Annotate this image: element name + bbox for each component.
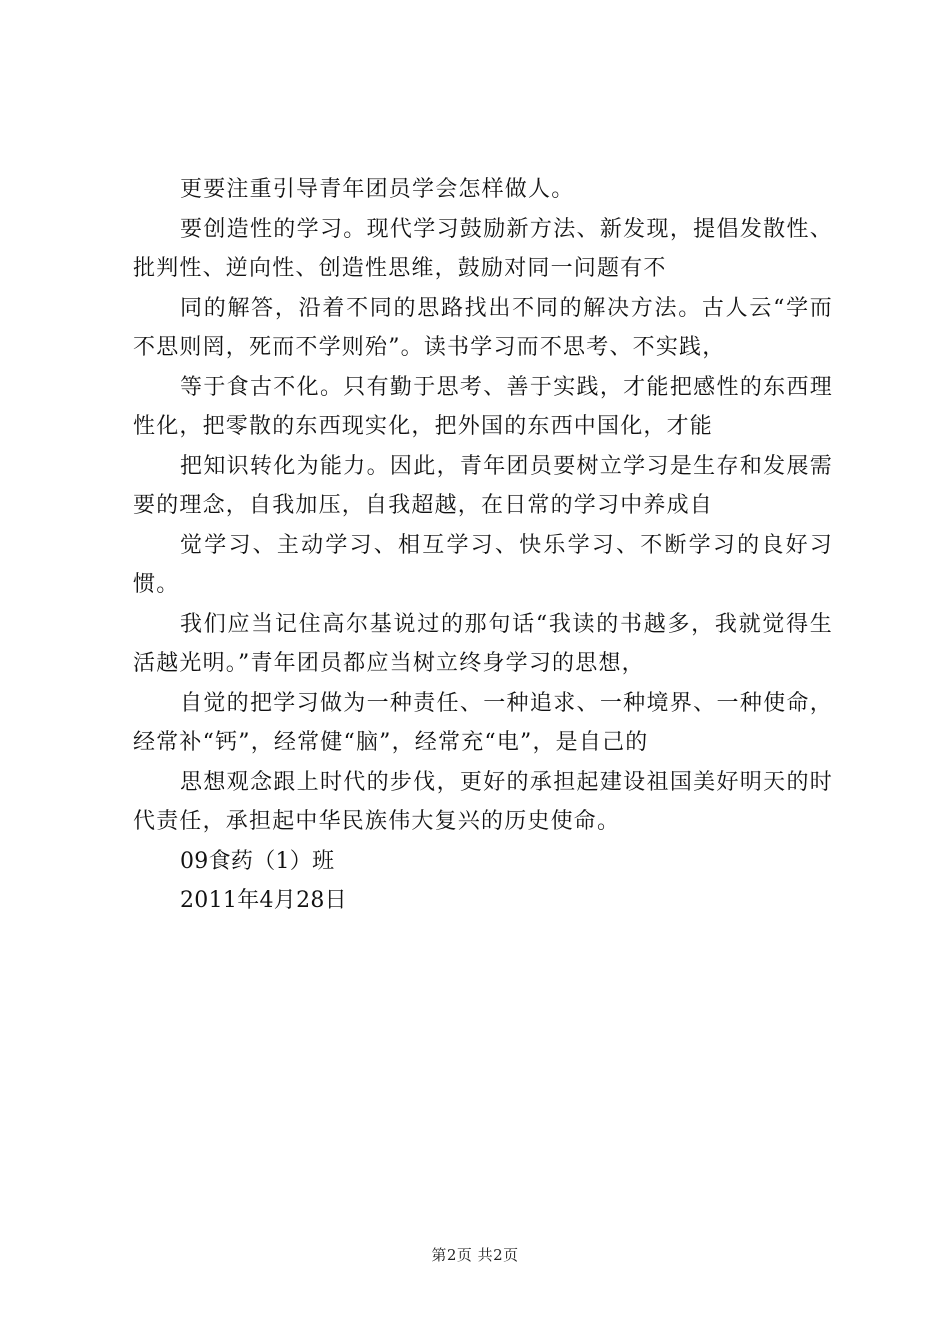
paragraph-3: 同的解答，沿着不同的思路找出不同的解决方法。古人云“学而不思则罔，死而不学则殆”。读书学习而不思考、不实践，: [133, 295, 833, 360]
paragraph-5: 把知识转化为能力。因此，青年团员要树立学习是生存和发展需要的理念，自我加压，自我超越，在日常的学习中养成自: [133, 453, 833, 518]
paragraph-6: 觉学习、主动学习、相互学习、快乐学习、不断学习的良好习惯。: [133, 532, 833, 597]
paragraph-1: 更要注重引导青年团员学会怎样做人。: [180, 177, 575, 202]
paragraph-9: 思想观念跟上时代的步伐，更好的承担起建设祖国美好明天的时代责任，承担起中华民族伟大复兴的历史使命。: [133, 769, 833, 834]
page-footer: [0, 1245, 950, 1265]
paragraph-8: 自觉的把学习做为一种责任、一种追求、一种境界、一种使命，经常补“钙”，经常健“脑”，经常充“电”，是自己的: [133, 690, 833, 755]
signature-class: 09食药（1）班: [180, 848, 335, 874]
paragraph-4: 等于食古不化。只有勤于思考、善于实践，才能把感性的东西理性化，把零散的东西现实化，把外国的东西中国化，才能: [133, 374, 833, 439]
signature-date: 2011年4月28日: [180, 888, 347, 913]
document-body: [133, 170, 833, 921]
paragraph-7: 我们应当记住高尔基说过的那句话“我读的书越多，我就觉得生活越光明。”青年团员都应当树立终身学习的思想，: [133, 611, 833, 676]
page-indicator: 第2页 共2页: [431, 1246, 519, 1264]
paragraph-2: 要创造性的学习。现代学习鼓励新方法、新发现，提倡发散性、批判性、逆向性、创造性思维，鼓励对同一问题有不: [133, 216, 833, 281]
